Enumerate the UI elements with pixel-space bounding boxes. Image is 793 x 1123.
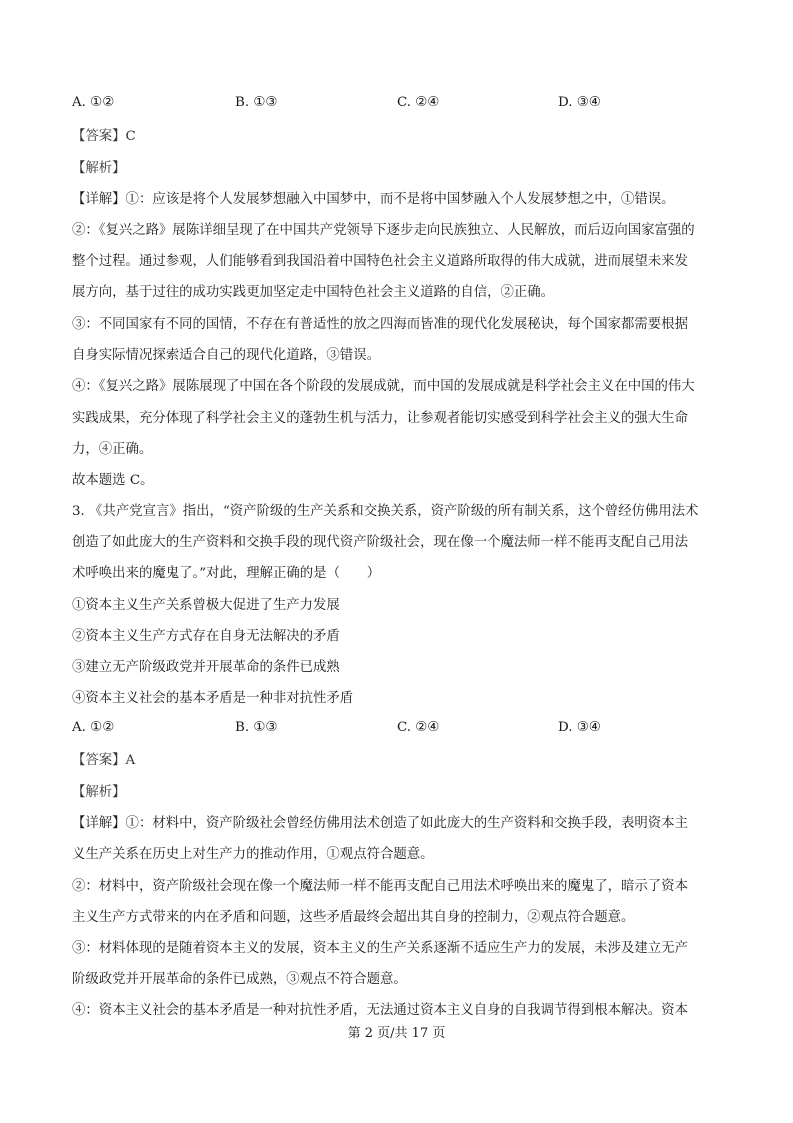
q2-analysis-line: 自身实际情况探索适合自己的现代化道路，③错误。 xyxy=(72,348,380,363)
q2-option-c: C. ②④ xyxy=(397,95,440,110)
q3-option-c: C. ②④ xyxy=(397,720,440,735)
q3-statement: ②资本主义生产方式存在自身无法解决的矛盾 xyxy=(72,629,340,644)
q2-analysis-line: 【详解】①：应该是将个人发展梦想融入中国梦中，而不是将中国梦融入个人发展梦想之中，①错误。 xyxy=(72,192,675,207)
q3-analysis-line: 阶级政党并开展革命的条件已成熟，③观点不符合题意。 xyxy=(72,972,407,987)
q3-analysis-line: 义生产关系在历史上对生产力的推动作用，①观点符合题意。 xyxy=(72,847,434,862)
q3-option-b: B. ①③ xyxy=(235,720,278,735)
q2-analysis-line: 整个过程。通过参观，人们能够看到我国沿着中国特色社会主义道路所取得的伟大成就，进而展望未来发 xyxy=(72,254,688,269)
q3-statement: ④资本主义社会的基本矛盾是一种非对抗性矛盾 xyxy=(72,691,354,706)
page-footer: 第 2 页/共 17 页 xyxy=(347,1026,446,1041)
q3-stem-line: 术呼唤出来的魔鬼了。”对此，理解正确的是（ ） xyxy=(72,566,381,581)
q2-analysis-line: ③：不同国家有不同的国情，不存在有普适性的放之四海而皆准的现代化发展秘诀，每个国家都需要根据 xyxy=(72,317,688,332)
q3-stem-line: 3. 《共产党宣言》指出，“资产阶级的生产关系和交换关系，资产阶级的所有制关系，这个曾经仿佛用法术 xyxy=(72,504,699,519)
q2-analysis-label: 【解析】 xyxy=(72,161,126,176)
q3-analysis-line: ②：材料中，资产阶级社会现在像一个魔法师一样不能再支配自己用法术呼唤出来的魔鬼了，暗示了资本 xyxy=(72,879,688,894)
q3-analysis-label: 【解析】 xyxy=(72,785,126,800)
q3-option-d: D. ③④ xyxy=(558,720,601,735)
q2-option-b: B. ①③ xyxy=(235,95,278,110)
q2-option-a: A. ①② xyxy=(72,95,115,110)
q2-analysis-line: ④：《复兴之路》展陈展现了中国在各个阶段的发展成就，而中国的发展成就是科学社会主义在中国的伟大 xyxy=(72,379,695,394)
q2-analysis-line: 展方向，基于过往的成功实践更加坚定走中国特色社会主义道路的自信，②正确。 xyxy=(72,285,555,300)
q2-analysis-line: 力，④正确。 xyxy=(72,442,153,457)
q3-options xyxy=(72,720,724,740)
q2-answer: 【答案】C xyxy=(72,129,136,144)
q3-statement: ③建立无产阶级政党并开展革命的条件已成熟 xyxy=(72,660,340,675)
q2-conclusion: 故本题选 C。 xyxy=(72,473,154,488)
q3-option-a: A. ①② xyxy=(72,720,115,735)
q3-analysis-line: ③：材料体现的是随着资本主义的发展，资本主义的生产关系逐渐不适应生产力的发展，未涉及建立无产 xyxy=(72,941,688,956)
q3-analysis-line: 主义生产方式带来的内在矛盾和问题，这些矛盾最终会超出其自身的控制力，②观点符合题意。 xyxy=(72,910,635,925)
q3-analysis-line: ④：资本主义社会的基本矛盾是一种对抗性矛盾，无法通过资本主义自身的自我调节得到根本解决。资本 xyxy=(72,1003,688,1018)
q2-analysis-line: ②：《复兴之路》展陈详细呈现了在中国共产党领导下逐步走向民族独立、人民解放，而后迈向国家富强的 xyxy=(72,223,695,238)
q3-stem-line: 创造了如此庞大的生产资料和交换手段的现代资产阶级社会，现在像一个魔法师一样不能再支配自己用法 xyxy=(72,535,688,550)
q2-options xyxy=(72,95,724,115)
q2-option-d: D. ③④ xyxy=(558,95,601,110)
q3-answer: 【答案】A xyxy=(72,753,136,768)
q3-statement: ①资本主义生产关系曾极大促进了生产力发展 xyxy=(72,598,340,613)
q3-analysis-line: 【详解】①：材料中，资产阶级社会曾经仿佛用法术创造了如此庞大的生产资料和交换手段，表明资本主 xyxy=(72,816,688,831)
q2-analysis-line: 实践成果，充分体现了科学社会主义的蓬勃生机与活力，让参观者能切实感受到科学社会主义的强大生命 xyxy=(72,411,688,426)
